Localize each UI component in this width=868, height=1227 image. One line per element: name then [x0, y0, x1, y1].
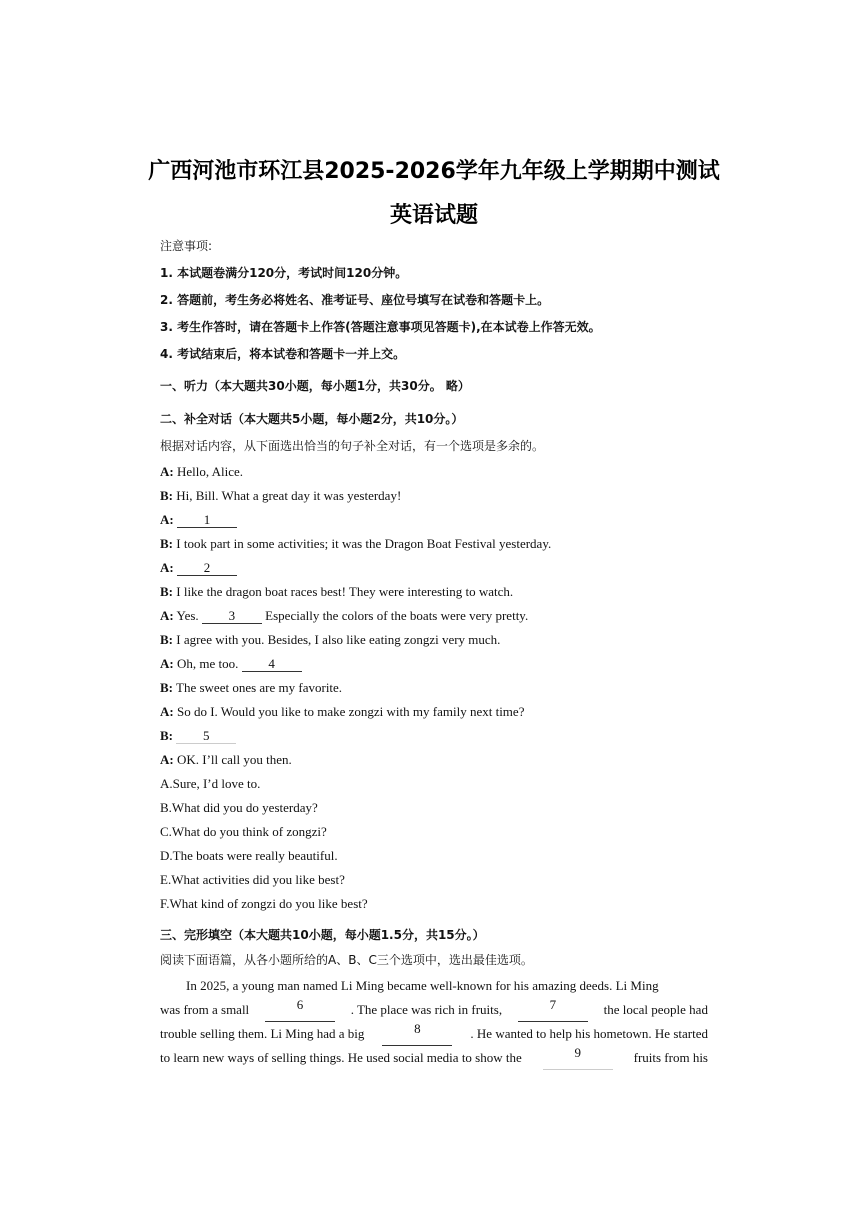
answer-blank[interactable]: 2: [177, 561, 237, 576]
dialogue-text: OK. I’ll call you then.: [176, 752, 292, 767]
speaker-label: A:: [160, 704, 174, 719]
answer-blank[interactable]: 1: [177, 513, 237, 528]
dialogue-text: Oh, me too.: [176, 656, 239, 671]
dialogue-text: Especially the colors of the boats were very pretty.: [265, 608, 529, 623]
answer-blank[interactable]: 3: [202, 609, 262, 624]
answer-blank[interactable]: 5: [176, 729, 236, 744]
answer-blank[interactable]: 4: [242, 657, 302, 672]
dialogue-line: [160, 464, 243, 480]
dialogue-text: I agree with you. Besides, I also like eating zongzi very much.: [176, 632, 501, 647]
dialogue-line: [160, 752, 292, 768]
option-item: B.What did you do yesterday?: [160, 800, 318, 815]
speaker-label: B:: [160, 632, 173, 647]
dialogue-text: So do I. Would you like to make zongzi with my family next time?: [176, 704, 525, 719]
speaker-label: A:: [160, 656, 174, 671]
speaker-label: B:: [160, 728, 173, 743]
dialogue-line: [160, 704, 524, 720]
cloze-passage: [160, 974, 708, 1070]
dialogue-line: [160, 632, 500, 648]
exam-title: 广西河池市环江县2025-2026学年九年级上学期期中测试: [148, 159, 720, 184]
dialogue-line: [160, 680, 342, 696]
dialogue-line: [160, 584, 513, 600]
option-item: F.What kind of zongzi do you like best?: [160, 896, 368, 911]
speaker-label: A:: [160, 608, 174, 623]
option-item: D.The boats were really beautiful.: [160, 848, 338, 863]
notice-heading: 注意事项:: [160, 239, 213, 253]
passage-line: [160, 998, 708, 1022]
speaker-label: A:: [160, 752, 174, 767]
passage-line: [160, 1046, 708, 1070]
option-item: E.What activities did you like best?: [160, 872, 345, 887]
section-dialogue-heading: 二、补全对话（本大题共5小题，每小题2分，共10分。）: [160, 412, 464, 426]
dialogue-line: [160, 536, 551, 552]
answer-blank[interactable]: 8: [382, 1022, 452, 1046]
dialogue-line: [160, 488, 401, 504]
passage-text: to learn new ways of selling things. He used social media to show the: [160, 1050, 522, 1065]
dialogue-text: Hello, Alice.: [176, 464, 244, 479]
speaker-label: B:: [160, 584, 173, 599]
passage-text: fruits from his: [633, 1050, 708, 1065]
passage-text: . He wanted to help his hometown. He started: [470, 1026, 708, 1041]
dialogue-text: Yes.: [176, 608, 199, 623]
option-item: A.Sure, I’d love to.: [160, 776, 261, 791]
section-dialogue-instruction: 根据对话内容，从下面选出恰当的句子补全对话，有一个选项是多余的。: [160, 439, 545, 453]
exam-subtitle: 英语试题: [389, 203, 478, 228]
dialogue-line: [160, 608, 528, 624]
speaker-label: A:: [160, 512, 174, 527]
section-cloze-heading: 三、完形填空（本大题共10小题，每小题1.5分，共15分。）: [160, 928, 485, 942]
answer-blank[interactable]: 6: [265, 998, 335, 1022]
answer-blank[interactable]: 7: [518, 998, 588, 1022]
dialogue-line: [160, 656, 302, 672]
section-listening-heading: 一、听力（本大题共30小题，每小题1分，共30分。 略）: [160, 379, 470, 393]
notice-item: 2. 答题前，考生务必将姓名、准考证号、座位号填写在试卷和答题卡上。: [160, 293, 550, 307]
dialogue-text: I like the dragon boat races best! They were interesting to watch.: [176, 584, 514, 599]
dialogue-text: I took part in some activities; it was the Dragon Boat Festival yesterday.: [176, 536, 552, 551]
passage-text: In 2025, a young man named Li Ming became well-known for his amazing deeds. Li Ming: [186, 978, 659, 993]
answer-blank[interactable]: 9: [543, 1046, 613, 1070]
dialogue-text: The sweet ones are my favorite.: [176, 680, 343, 695]
passage-line: [160, 1022, 708, 1046]
speaker-label: B:: [160, 488, 173, 503]
speaker-label: B:: [160, 536, 173, 551]
dialogue-line: [160, 728, 236, 744]
notice-item: 1. 本试题卷满分120分，考试时间120分钟。: [160, 266, 408, 280]
passage-line: [160, 974, 708, 998]
section-cloze-instruction: 阅读下面语篇，从各小题所给的A、B、C三个选项中，选出最佳选项。: [160, 953, 533, 967]
dialogue-line: [160, 560, 237, 576]
speaker-label: B:: [160, 680, 173, 695]
dialogue-text: Hi, Bill. What a great day it was yesterday!: [176, 488, 402, 503]
dialogue-line: [160, 512, 237, 528]
passage-text: the local people had: [603, 1002, 708, 1017]
speaker-label: A:: [160, 560, 174, 575]
passage-text: trouble selling them. Li Ming had a big: [160, 1026, 365, 1041]
passage-text: was from a small: [160, 1002, 250, 1017]
speaker-label: A:: [160, 464, 174, 479]
notice-item: 4. 考试结束后，将本试卷和答题卡一并上交。: [160, 347, 406, 361]
option-item: C.What do you think of zongzi?: [160, 824, 327, 839]
passage-text: . The place was rich in fruits,: [350, 1002, 503, 1017]
notice-item: 3. 考生作答时，请在答题卡上作答(答题注意事项见答题卡),在本试卷上作答无效。: [160, 320, 601, 334]
